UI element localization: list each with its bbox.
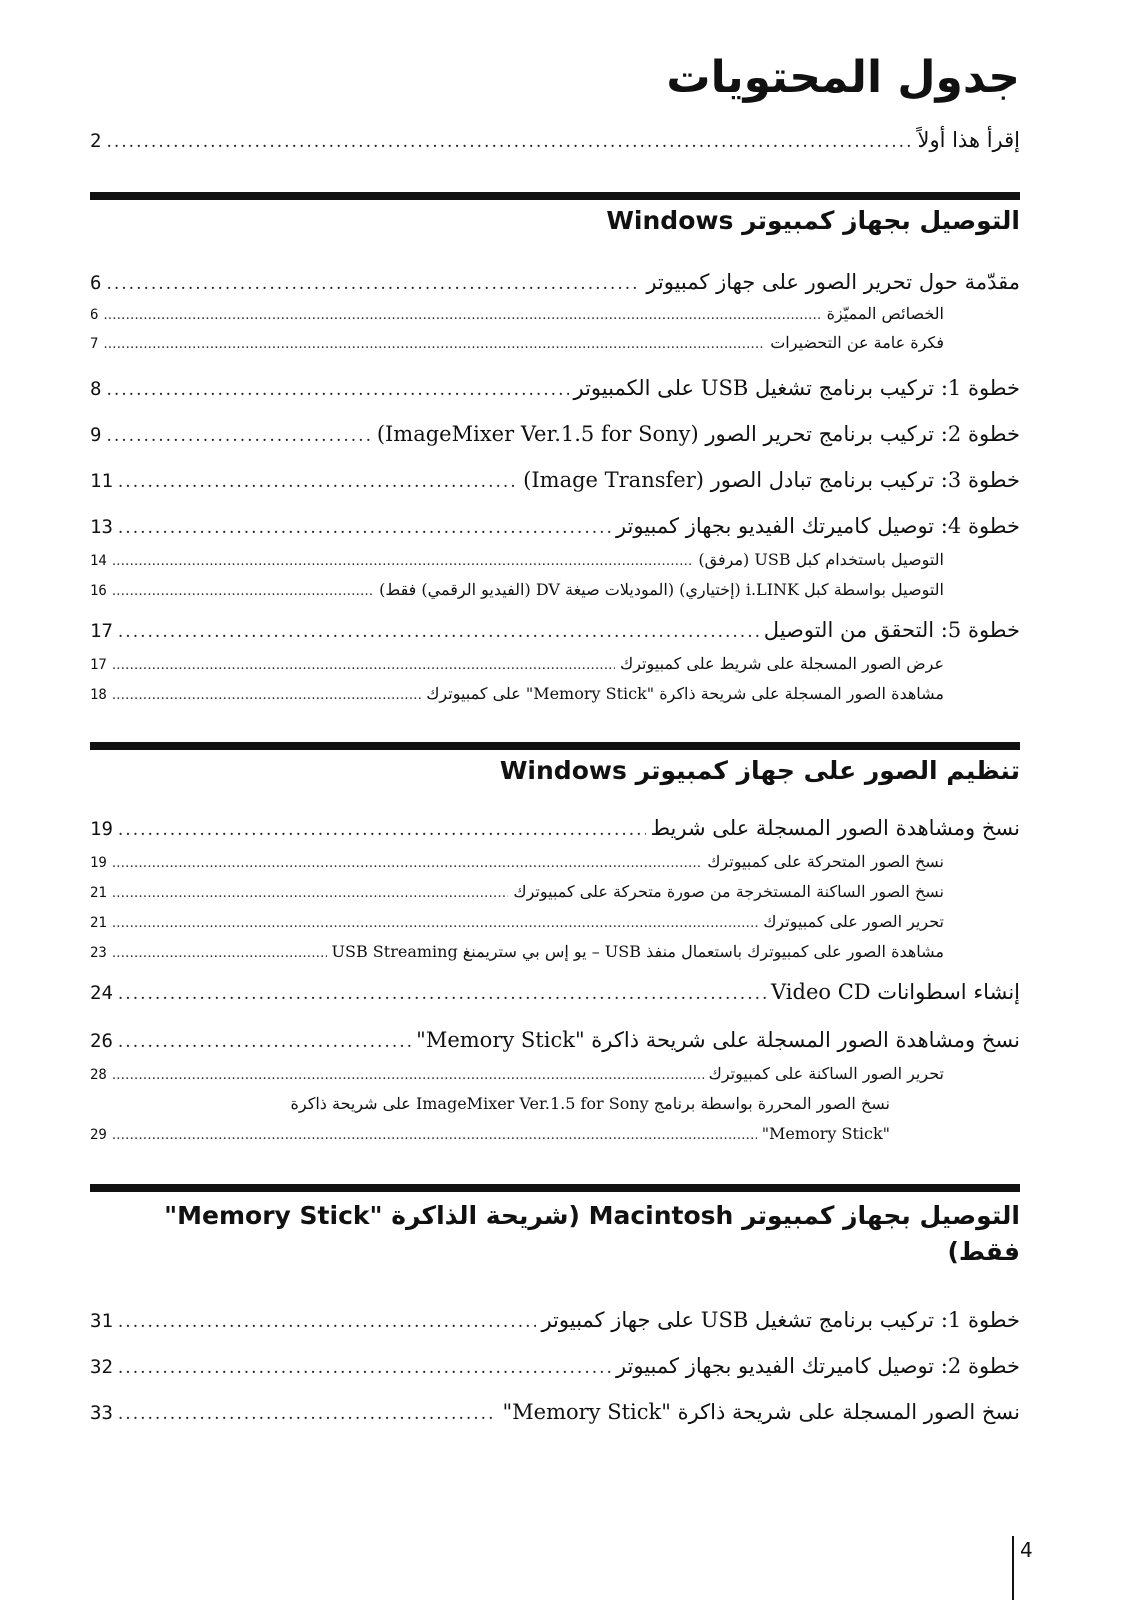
- toc-entry-text: نسخ ومشاهدة الصور المسجلة على شريحة ذاكرة "Memory Stick": [416, 1028, 1020, 1052]
- toc-page-number: 16: [90, 583, 107, 599]
- toc-page-number: 23: [90, 945, 107, 961]
- leader-dots: [112, 584, 374, 599]
- leader-dots: [112, 688, 421, 703]
- toc-entry-text: مقدّمة حول تحرير الصور على جهاز كمبيوتر: [646, 270, 1020, 294]
- page-title: جدول المحتويات: [666, 52, 1020, 103]
- leader-dots: [118, 518, 611, 538]
- toc-page-number: 24: [90, 982, 113, 1004]
- toc-page-number: 26: [90, 1030, 113, 1052]
- toc-entry[interactable]: [90, 468, 1020, 492]
- toc-entry[interactable]: [90, 1400, 1020, 1424]
- section-heading: التوصيل بجهاز كمبيوتر Macintosh (شريحة الذاكرة "Memory Stick" فقط): [164, 1201, 1020, 1266]
- toc-entry-text: خطوة 5: التحقق من التوصيل: [763, 618, 1020, 642]
- toc-entry[interactable]: [90, 1308, 1020, 1332]
- toc-subentry[interactable]: [90, 684, 944, 703]
- toc-subentry[interactable]: [90, 304, 944, 323]
- toc-entry-text: التوصيل باستخدام كبل USB (مرفق): [698, 550, 944, 569]
- leader-dots: [112, 658, 615, 673]
- toc-entry[interactable]: [90, 618, 1020, 642]
- toc-entry-text: تحرير الصور الساكنة على كمبيوترك: [708, 1064, 944, 1083]
- toc-entry-text: "Memory Stick": [761, 1124, 890, 1143]
- leader-dots: [112, 554, 694, 569]
- toc-entry-text: إقرأ هذا أولاً: [917, 128, 1020, 152]
- toc-entry-text: مشاهدة الصور المسجلة على شريحة ذاكرة "Memory Stick" على كمبيوترك: [426, 684, 944, 703]
- toc-entry-text: التوصيل بواسطة كبل i.LINK (إختياري) (الموديلات صيغة DV (الفيديو الرقمي) فقط): [379, 580, 944, 599]
- leader-dots: [103, 337, 765, 352]
- toc-entry-text: مشاهدة الصور على كمبيوترك باستعمال منفذ USB – يو إس بي ستريمنغ USB Streaming: [331, 942, 944, 961]
- toc-subentry[interactable]: [90, 654, 944, 673]
- leader-dots: [118, 472, 518, 492]
- toc-entry-text: إنشاء اسطوانات Video CD: [771, 980, 1020, 1004]
- leader-dots: [103, 308, 821, 323]
- leader-dots: [118, 984, 766, 1004]
- toc-entry[interactable]: [90, 980, 1020, 1004]
- toc-page-number: 32: [90, 1356, 113, 1378]
- section-divider: [90, 742, 1020, 750]
- toc-entry-text: نسخ الصور المتحركة على كمبيوترك: [707, 852, 944, 871]
- toc-subentry[interactable]: [90, 942, 944, 961]
- toc-entry[interactable]: [90, 514, 1020, 538]
- toc-page-number: 17: [90, 657, 107, 673]
- leader-dots: [118, 1404, 498, 1424]
- leader-dots: [106, 426, 371, 446]
- toc-page-number: 28: [90, 1067, 107, 1083]
- leader-dots: [106, 132, 912, 152]
- toc-entry-text: خطوة 2: تركيب برنامج تحرير الصور (ImageMixer Ver.1.5 for Sony): [376, 422, 1020, 446]
- toc-entry-text: خطوة 2: توصيل كاميرتك الفيديو بجهاز كمبيوتر: [615, 1354, 1020, 1378]
- leader-dots: [112, 1128, 757, 1143]
- toc-subentry[interactable]: [90, 912, 944, 931]
- toc-entry-text: خطوة 1: تركيب برنامج تشغيل USB على الكمبيوتر: [573, 376, 1020, 400]
- leader-dots: [112, 1068, 704, 1083]
- leader-dots: [118, 1358, 611, 1378]
- leader-dots: [112, 886, 509, 901]
- leader-dots: [106, 380, 568, 400]
- toc-page-number: 13: [90, 516, 113, 538]
- toc-entry[interactable]: [90, 422, 1020, 446]
- toc-page-number: 9: [90, 424, 102, 446]
- toc-subentry[interactable]: [90, 333, 944, 352]
- leader-dots: [112, 856, 702, 871]
- toc-page-number: 11: [90, 470, 113, 492]
- toc-entry-text: نسخ ومشاهدة الصور المسجلة على شريط: [650, 816, 1020, 840]
- toc-page-number: 33: [90, 1402, 113, 1424]
- leader-dots: [118, 1312, 537, 1332]
- section-heading: التوصيل بجهاز كمبيوتر Windows: [606, 206, 1020, 235]
- leader-dots: [118, 622, 759, 642]
- page-number: 4: [1020, 1538, 1033, 1562]
- toc-page-number: 6: [90, 272, 102, 294]
- toc-subentry[interactable]: [90, 1124, 890, 1143]
- toc-page-number: 8: [90, 378, 102, 400]
- toc-subentry[interactable]: [90, 852, 944, 871]
- section-divider: [90, 192, 1020, 200]
- toc-page-number: 21: [90, 885, 107, 901]
- page-number-bar: [1012, 1536, 1014, 1600]
- toc-entry-text: تحرير الصور على كمبيوترك: [763, 912, 944, 931]
- toc-entry-text: خطوة 4: توصيل كاميرتك الفيديو بجهاز كمبيوتر: [615, 514, 1020, 538]
- toc-page-number: 31: [90, 1310, 113, 1332]
- toc-subentry[interactable]: [90, 1064, 944, 1083]
- toc-entry-read-first[interactable]: [90, 128, 1020, 152]
- toc-entry-text: خطوة 3: تركيب برنامج تبادل الصور (Image Transfer): [523, 468, 1020, 492]
- toc-page-number: 2: [90, 130, 102, 152]
- leader-dots: [118, 1032, 411, 1052]
- toc-page-number: 17: [90, 620, 113, 642]
- toc-entry-text: عرض الصور المسجلة على شريط على كمبيوترك: [620, 654, 944, 673]
- toc-page-number: 18: [90, 687, 107, 703]
- toc-page-number: 6: [90, 307, 99, 323]
- leader-dots: [118, 820, 646, 840]
- toc-subentry[interactable]: [90, 580, 944, 599]
- toc-page-number: 21: [90, 915, 107, 931]
- toc-page-number: 19: [90, 818, 113, 840]
- toc-entry-text: خطوة 1: تركيب برنامج تشغيل USB على جهاز كمبيوتر: [541, 1308, 1020, 1332]
- toc-entry-text: نسخ الصور المسجلة على شريحة ذاكرة "Memory Stick": [502, 1400, 1020, 1424]
- toc-page-number: 29: [90, 1127, 107, 1143]
- leader-dots: [112, 916, 758, 931]
- toc-entry-text: نسخ الصور الساكنة المستخرجة من صورة متحركة على كمبيوترك: [513, 882, 944, 901]
- toc-entry[interactable]: [90, 270, 1020, 294]
- section-heading: تنظيم الصور على جهاز كمبيوتر Windows: [499, 756, 1020, 785]
- toc-subentry-first-line[interactable]: نسخ الصور المحررة بواسطة برنامج ImageMixer Ver.1.5 for Sony على شريحة ذاكرة: [290, 1094, 890, 1113]
- leader-dots: [112, 946, 327, 961]
- section-divider: [90, 1184, 1020, 1192]
- toc-entry-text: فكرة عامة عن التحضيرات: [770, 333, 944, 352]
- toc-entry[interactable]: [90, 376, 1020, 400]
- toc-entry[interactable]: [90, 1028, 1020, 1052]
- toc-subentry[interactable]: [90, 550, 944, 569]
- toc-page-number: 14: [90, 553, 107, 569]
- toc-page-number: 7: [90, 336, 99, 352]
- leader-dots: [106, 274, 641, 294]
- toc-entry[interactable]: [90, 816, 1020, 840]
- toc-entry-text: الخصائص المميّزة: [826, 304, 944, 323]
- toc-subentry[interactable]: [90, 882, 944, 901]
- toc-page-number: 19: [90, 855, 107, 871]
- toc-entry[interactable]: [90, 1354, 1020, 1378]
